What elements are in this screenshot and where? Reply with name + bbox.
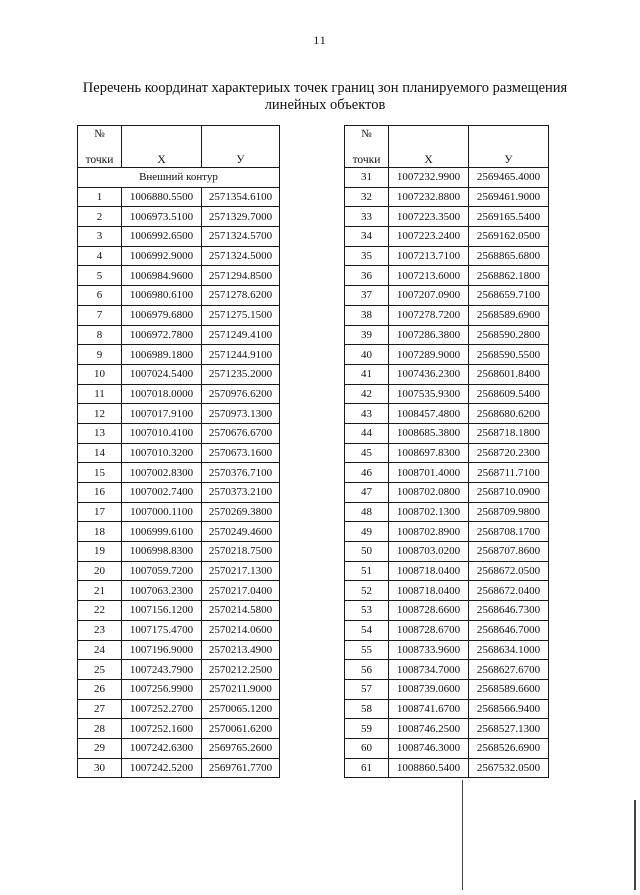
y-coordinate-cell: 2568672.0400 [469,581,549,601]
point-number-cell: 34 [345,227,389,247]
table-row [78,286,280,306]
table-row [78,738,280,758]
x-coordinate-cell: 1007018.0000 [122,384,202,404]
x-coordinate-cell: 1006998.8300 [122,542,202,562]
y-coordinate-cell: 2568590.2800 [469,325,549,345]
table-row [345,305,549,325]
y-coordinate-cell: 2570213.4900 [202,640,280,660]
y-coordinate-cell: 2570376.7100 [202,463,280,483]
x-coordinate-cell: 1007242.6300 [122,738,202,758]
header-number-cell: № [78,126,122,153]
x-coordinate-cell: 1008701.4000 [389,463,469,483]
x-coordinate-cell: 1007010.4100 [122,423,202,443]
table-row [78,463,280,483]
y-coordinate-cell: 2570214.0600 [202,620,280,640]
point-number-cell: 23 [78,620,122,640]
y-coordinate-cell: 2570214.5800 [202,601,280,621]
y-coordinate-cell: 2569162.0500 [469,227,549,247]
header-row [78,152,280,168]
point-number-cell: 54 [345,620,389,640]
coordinates-table-right [344,125,549,778]
header-y-spacer [469,126,549,153]
point-number-cell: 46 [345,463,389,483]
table-row [78,620,280,640]
x-coordinate-cell: 1006989.1800 [122,345,202,365]
y-coordinate-cell: 2568680.6200 [469,404,549,424]
x-coordinate-cell: 1007024.5400 [122,364,202,384]
y-coordinate-cell: 2568527.1300 [469,719,549,739]
table-row [78,364,280,384]
y-coordinate-cell: 2571354.6100 [202,187,280,207]
scan-artifact-line [462,780,463,890]
point-number-cell: 31 [345,168,389,188]
point-number-cell: 21 [78,581,122,601]
x-coordinate-cell: 1007207.0900 [389,286,469,306]
y-coordinate-cell: 2569465.4000 [469,168,549,188]
table-row [78,679,280,699]
point-number-cell: 38 [345,305,389,325]
x-coordinate-cell: 1006880.5500 [122,187,202,207]
table-row [345,266,549,286]
table-row [345,601,549,621]
point-number-cell: 44 [345,423,389,443]
header-y-spacer [202,126,280,153]
table-row [345,561,549,581]
table-row [78,601,280,621]
point-number-cell: 11 [78,384,122,404]
point-number-cell: 7 [78,305,122,325]
point-number-cell: 28 [78,719,122,739]
table-row [78,246,280,266]
y-coordinate-cell: 2571244.9100 [202,345,280,365]
point-number-cell: 30 [78,758,122,778]
y-coordinate-cell: 2568589.6900 [469,305,549,325]
point-number-cell: 6 [78,286,122,306]
point-number-cell: 41 [345,364,389,384]
x-coordinate-cell: 1008734.7000 [389,660,469,680]
y-coordinate-cell: 2570269.3800 [202,502,280,522]
table-row [345,384,549,404]
y-coordinate-cell: 2571329.7000 [202,207,280,227]
table-row [78,542,280,562]
y-coordinate-cell: 2568710.0900 [469,483,549,503]
table-row [345,286,549,306]
y-coordinate-cell: 2570211.9000 [202,679,280,699]
table-row [345,660,549,680]
x-coordinate-cell: 1008741.6700 [389,699,469,719]
x-coordinate-cell: 1007242.5200 [122,758,202,778]
point-number-cell: 57 [345,679,389,699]
header-point-label: точки [345,152,389,168]
table-row [345,227,549,247]
table-row [345,758,549,778]
table-row [345,699,549,719]
point-number-cell: 35 [345,246,389,266]
table-row [78,522,280,542]
table-row [345,443,549,463]
y-coordinate-cell: 2568646.7300 [469,601,549,621]
x-coordinate-cell: 1007059.7200 [122,561,202,581]
point-number-cell: 39 [345,325,389,345]
table-row [345,719,549,739]
table-row [345,423,549,443]
y-coordinate-cell: 2568865.6800 [469,246,549,266]
y-coordinate-cell: 2571324.5700 [202,227,280,247]
x-coordinate-cell: 1007063.2300 [122,581,202,601]
point-number-cell: 24 [78,640,122,660]
point-number-cell: 45 [345,443,389,463]
x-coordinate-cell: 1007256.9900 [122,679,202,699]
table-row [78,423,280,443]
x-coordinate-cell: 1007223.2400 [389,227,469,247]
x-coordinate-cell: 1007175.4700 [122,620,202,640]
header-x-spacer [122,126,202,153]
table-row [345,168,549,188]
table-row [345,483,549,503]
y-coordinate-cell: 2568659.7100 [469,286,549,306]
x-coordinate-cell: 1007010.3200 [122,443,202,463]
table-row [345,345,549,365]
x-coordinate-cell: 1008702.0800 [389,483,469,503]
point-number-cell: 26 [78,679,122,699]
point-number-cell: 61 [345,758,389,778]
x-coordinate-cell: 1006972.7800 [122,325,202,345]
y-coordinate-cell: 2571275.1500 [202,305,280,325]
point-number-cell: 10 [78,364,122,384]
table-row [345,463,549,483]
x-coordinate-cell: 1008746.2500 [389,719,469,739]
table-row [78,384,280,404]
point-number-cell: 13 [78,423,122,443]
y-coordinate-cell: 2568708.1700 [469,522,549,542]
table-row [78,483,280,503]
x-coordinate-cell: 1008697.8300 [389,443,469,463]
x-coordinate-cell: 1007002.7400 [122,483,202,503]
page-number: 11 [313,33,327,47]
x-coordinate-cell: 1007278.7200 [389,305,469,325]
x-coordinate-cell: 1007232.8800 [389,187,469,207]
point-number-cell: 16 [78,483,122,503]
y-coordinate-cell: 2568672.0500 [469,561,549,581]
point-number-cell: 47 [345,483,389,503]
table-row [345,325,549,345]
point-number-cell: 55 [345,640,389,660]
table-row [345,187,549,207]
header-x-label: Х [389,152,469,168]
point-number-cell: 36 [345,266,389,286]
table-row [345,364,549,384]
point-number-cell: 19 [78,542,122,562]
x-coordinate-cell: 1007213.6000 [389,266,469,286]
x-coordinate-cell: 1007436.2300 [389,364,469,384]
x-coordinate-cell: 1008728.6600 [389,601,469,621]
point-number-cell: 42 [345,384,389,404]
document-title: Перечень координат характериых точек границ зон планируемого размещения линейных объектов [82,80,568,113]
table-row [78,561,280,581]
y-coordinate-cell: 2571294.8500 [202,266,280,286]
header-x-spacer [389,126,469,153]
section-label: Внешний контур [78,168,280,188]
table-row [78,502,280,522]
point-number-cell: 32 [345,187,389,207]
point-number-cell: 43 [345,404,389,424]
x-coordinate-cell: 1006992.6500 [122,227,202,247]
coordinates-table-left [77,125,280,778]
x-coordinate-cell: 1008718.0400 [389,561,469,581]
point-number-cell: 37 [345,286,389,306]
table-row [345,640,549,660]
header-y-label: У [202,152,280,168]
y-coordinate-cell: 2570217.0400 [202,581,280,601]
y-coordinate-cell: 2569765.2600 [202,738,280,758]
y-coordinate-cell: 2571278.6200 [202,286,280,306]
point-number-cell: 60 [345,738,389,758]
table-row [78,187,280,207]
point-number-cell: 48 [345,502,389,522]
y-coordinate-cell: 2568646.7000 [469,620,549,640]
point-number-cell: 2 [78,207,122,227]
x-coordinate-cell: 1006979.6800 [122,305,202,325]
header-row [345,152,549,168]
x-coordinate-cell: 1006973.5100 [122,207,202,227]
x-coordinate-cell: 1007156.1200 [122,601,202,621]
x-coordinate-cell: 1008702.1300 [389,502,469,522]
point-number-cell: 29 [78,738,122,758]
point-number-cell: 20 [78,561,122,581]
table-row [78,758,280,778]
x-coordinate-cell: 1008457.4800 [389,404,469,424]
table-row [78,345,280,365]
point-number-cell: 50 [345,542,389,562]
point-number-cell: 49 [345,522,389,542]
y-coordinate-cell: 2568609.5400 [469,384,549,404]
y-coordinate-cell: 2570212.2500 [202,660,280,680]
x-coordinate-cell: 1007002.8300 [122,463,202,483]
point-number-cell: 51 [345,561,389,581]
point-number-cell: 53 [345,601,389,621]
point-number-cell: 4 [78,246,122,266]
y-coordinate-cell: 2570973.1300 [202,404,280,424]
table-row [345,738,549,758]
point-number-cell: 5 [78,266,122,286]
y-coordinate-cell: 2570976.6200 [202,384,280,404]
point-number-cell: 40 [345,345,389,365]
x-coordinate-cell: 1007243.7900 [122,660,202,680]
table-row [345,542,549,562]
x-coordinate-cell: 1008728.6700 [389,620,469,640]
y-coordinate-cell: 2569461.9000 [469,187,549,207]
table-row [78,207,280,227]
point-number-cell: 27 [78,699,122,719]
x-coordinate-cell: 1008739.0600 [389,679,469,699]
header-point-label: точки [78,152,122,168]
header-x-label: Х [122,152,202,168]
point-number-cell: 3 [78,227,122,247]
y-coordinate-cell: 2571324.5000 [202,246,280,266]
header-y-label: У [469,152,549,168]
x-coordinate-cell: 1007289.9000 [389,345,469,365]
x-coordinate-cell: 1008733.9600 [389,640,469,660]
table-row [78,404,280,424]
table-row [78,660,280,680]
point-number-cell: 14 [78,443,122,463]
x-coordinate-cell: 1007213.7100 [389,246,469,266]
point-number-cell: 52 [345,581,389,601]
section-row [78,168,280,188]
y-coordinate-cell: 2570249.4600 [202,522,280,542]
x-coordinate-cell: 1007000.1100 [122,502,202,522]
y-coordinate-cell: 2568601.8400 [469,364,549,384]
y-coordinate-cell: 2568711.7100 [469,463,549,483]
x-coordinate-cell: 1006984.9600 [122,266,202,286]
table-row [345,207,549,227]
point-number-cell: 15 [78,463,122,483]
y-coordinate-cell: 2568720.2300 [469,443,549,463]
x-coordinate-cell: 1007535.9300 [389,384,469,404]
point-number-cell: 33 [345,207,389,227]
y-coordinate-cell: 2568718.1800 [469,423,549,443]
x-coordinate-cell: 1008718.0400 [389,581,469,601]
y-coordinate-cell: 2568627.6700 [469,660,549,680]
x-coordinate-cell: 1008746.3000 [389,738,469,758]
table-row [78,266,280,286]
table-row [78,640,280,660]
point-number-cell: 56 [345,660,389,680]
point-number-cell: 22 [78,601,122,621]
table-row [78,443,280,463]
table-row [78,719,280,739]
table-row [78,305,280,325]
y-coordinate-cell: 2570373.2100 [202,483,280,503]
y-coordinate-cell: 2568707.8600 [469,542,549,562]
x-coordinate-cell: 1007232.9900 [389,168,469,188]
point-number-cell: 1 [78,187,122,207]
header-row [78,126,280,153]
y-coordinate-cell: 2568634.1000 [469,640,549,660]
point-number-cell: 8 [78,325,122,345]
y-coordinate-cell: 2569761.7700 [202,758,280,778]
x-coordinate-cell: 1006992.9000 [122,246,202,266]
x-coordinate-cell: 1008703.0200 [389,542,469,562]
table-row [345,679,549,699]
point-number-cell: 58 [345,699,389,719]
table-row [345,404,549,424]
y-coordinate-cell: 2568589.6600 [469,679,549,699]
y-coordinate-cell: 2570061.6200 [202,719,280,739]
x-coordinate-cell: 1006999.6100 [122,522,202,542]
x-coordinate-cell: 1007286.3800 [389,325,469,345]
x-coordinate-cell: 1008860.5400 [389,758,469,778]
table-row [345,522,549,542]
y-coordinate-cell: 2571235.2000 [202,364,280,384]
point-number-cell: 17 [78,502,122,522]
y-coordinate-cell: 2570673.1600 [202,443,280,463]
y-coordinate-cell: 2570218.7500 [202,542,280,562]
table-row [345,581,549,601]
y-coordinate-cell: 2568526.6900 [469,738,549,758]
table-row [78,227,280,247]
point-number-cell: 25 [78,660,122,680]
table-row [345,246,549,266]
x-coordinate-cell: 1007252.2700 [122,699,202,719]
x-coordinate-cell: 1007252.1600 [122,719,202,739]
y-coordinate-cell: 2568862.1800 [469,266,549,286]
x-coordinate-cell: 1008702.8900 [389,522,469,542]
y-coordinate-cell: 2571249.4100 [202,325,280,345]
point-number-cell: 12 [78,404,122,424]
y-coordinate-cell: 2569165.5400 [469,207,549,227]
y-coordinate-cell: 2567532.0500 [469,758,549,778]
x-coordinate-cell: 1007017.9100 [122,404,202,424]
point-number-cell: 59 [345,719,389,739]
x-coordinate-cell: 1007223.3500 [389,207,469,227]
header-row [345,126,549,153]
point-number-cell: 18 [78,522,122,542]
y-coordinate-cell: 2570217.1300 [202,561,280,581]
x-coordinate-cell: 1007196.9000 [122,640,202,660]
x-coordinate-cell: 1006980.6100 [122,286,202,306]
y-coordinate-cell: 2568709.9800 [469,502,549,522]
table-row [78,699,280,719]
y-coordinate-cell: 2568566.9400 [469,699,549,719]
table-row [345,620,549,640]
table-row [78,325,280,345]
header-number-cell: № [345,126,389,153]
y-coordinate-cell: 2570676.6700 [202,423,280,443]
point-number-cell: 9 [78,345,122,365]
table-row [345,502,549,522]
scan-artifact-line [634,800,636,890]
table-row [78,581,280,601]
x-coordinate-cell: 1008685.3800 [389,423,469,443]
y-coordinate-cell: 2570065.1200 [202,699,280,719]
y-coordinate-cell: 2568590.5500 [469,345,549,365]
